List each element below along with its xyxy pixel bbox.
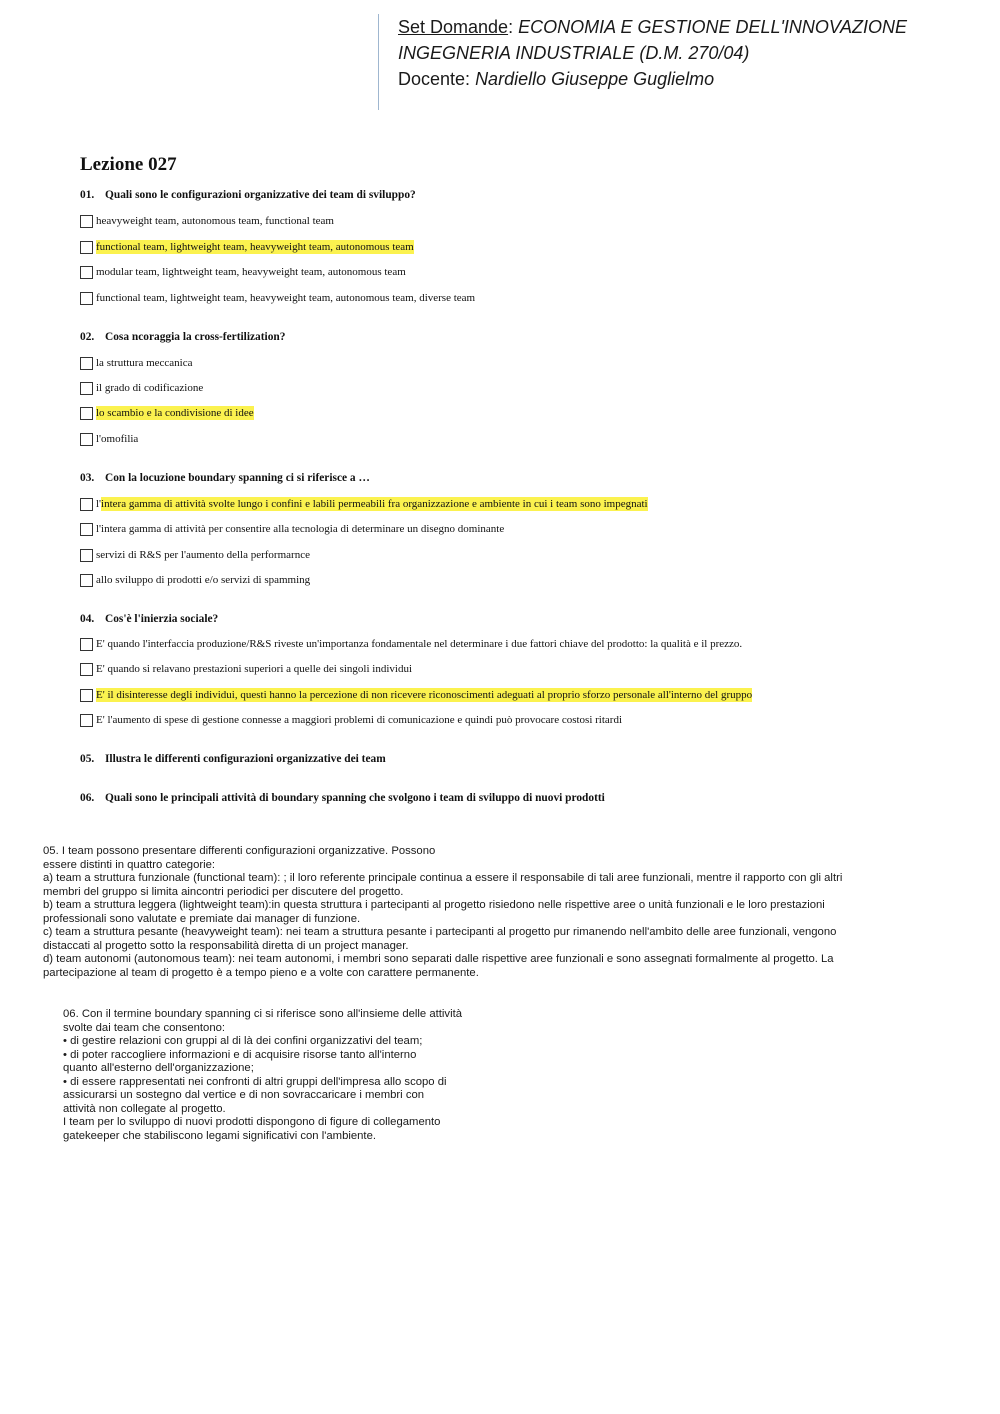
highlighted-answer: E' il disinteresse degli individui, questi hanno la percezione di non ricevere riconoscimenti adeguati al proprio sforzo personale all'interno del gruppo — [96, 689, 753, 701]
checkbox[interactable] — [80, 689, 93, 702]
highlighted-answer: lo scambio e la condivisione di idee — [96, 407, 254, 419]
question-03: 03. Con la locuzione boundary spanning ci si riferisce a … — [80, 472, 370, 484]
option-03-a[interactable]: l' intera gamma di attività svolte lungo i confini e labili permeabili fra organizzazione e ambiente in cui i team sono impegnati — [80, 496, 648, 512]
question-text: Con la locuzione boundary spanning ci si riferisce a … — [105, 472, 370, 484]
option-03-b[interactable]: l'intera gamma di attività per consentire alla tecnologia di determinare un disegno dominante — [80, 521, 504, 537]
question-04: 04. Cos'è l'inierzia sociale? — [80, 613, 219, 625]
header-line-3 — [398, 66, 998, 92]
checkbox[interactable] — [80, 215, 93, 228]
checkbox[interactable] — [80, 357, 93, 370]
checkbox[interactable] — [80, 523, 93, 536]
lesson-title: Lezione 027 — [80, 154, 177, 175]
question-06: 06. Quali sono le principali attività di boundary spanning che svolgono i team di sviluppo di nuovi prodotti — [80, 792, 605, 804]
checkbox[interactable] — [80, 407, 93, 420]
question-02: 02. Cosa ncoraggia la cross-fertilization? — [80, 331, 286, 343]
checkbox[interactable] — [80, 663, 93, 676]
option-01-d[interactable]: functional team, lightweight team, heavyweight team, autonomous team, diverse team — [80, 290, 475, 306]
option-04-b[interactable]: E' quando si relavano prestazioni superiori a quelle dei singoli individui — [80, 661, 412, 677]
checkbox[interactable] — [80, 433, 93, 446]
set-label: Set Domande — [398, 17, 509, 37]
answer-06: 06. Con il termine boundary spanning ci si riferisce sono all'insieme delle attività svolte dai team che consentono: • di gestire relazioni con gruppi al di là dei confini organizzativi del team; • di poter raccogliere informazioni e di acquisire risorse tanto all'interno quanto all'esterno dell'organizzazione; • di essere rappresentati nei confronti di altri gruppi dell'impresa allo scopo di assicurarsi un sostegno dal vertice e di non sovraccaricare i membri con attività non collegate al progetto. I team per lo sviluppo di nuovi prodotti dispongono di figure di collegamento gatekeeper che stabiliscono legami significativi con l'ambiente. — [63, 1008, 463, 1142]
course-line-1: ECONOMIA E GESTIONE DELL'INNOVAZIONE — [518, 17, 907, 37]
teacher-name: Nardiello Giuseppe Guglielmo — [475, 69, 715, 89]
course-line-2: INGEGNERIA INDUSTRIALE (D.M. 270/04) — [398, 43, 750, 63]
question-text: Cos'è l'inierzia sociale? — [105, 613, 219, 625]
option-01-b[interactable] — [80, 239, 414, 255]
highlighted-answer: functional team, lightweight team, heavyweight team, autonomous team — [96, 241, 414, 253]
checkbox[interactable] — [80, 382, 93, 395]
answer-05: 05. I team possono presentare differenti configurazioni organizzative. Possono essere distinti in quattro categorie: a) team a struttura funzionale (functional team): ; il loro referente principale continua a essere il responsabile di tali aree funzionali, mentre il rapporto con gli altri membri del gruppo si limita aincontri periodici per discutere del progetto. b) team a struttura leggera (lightweight team):in questa struttura i partecipanti al progetto risiedono nelle rispettive aree o unità funzionali e le loro prestazioni professionali sono valutate e premiate dai manager di funzione. c) team a struttura pesante (heavyweight team): nei team a struttura pesante i partecipanti al progetto pur rimanendo nell'ambito delle aree funzionali, vengono distaccati al progetto sotto la responsabilità diretta di un project manager. d) team autonomi (autonomous team): nei team autonomi, i membri sono separati dalle rispettive aree funzionali e sono assegnati formalmente al progetto. La partecipazione al team di progetto è a tempo pieno e a volte con carattere permanente. — [43, 845, 843, 979]
checkbox[interactable] — [80, 266, 93, 279]
checkbox[interactable] — [80, 574, 93, 587]
question-text: Quali sono le principali attività di boundary spanning che svolgono i team di sviluppo di nuovi prodotti — [105, 792, 605, 804]
checkbox[interactable] — [80, 241, 93, 254]
option-03-d[interactable]: allo sviluppo di prodotti e/o servizi di spamming — [80, 572, 310, 588]
option-03-c[interactable]: servizi di R&S per l'aumento della performarnce — [80, 547, 310, 563]
option-04-d[interactable]: E' l'aumento di spese di gestione connesse a maggiori problemi di comunicazione e quindi può provocare costosi ritardi — [80, 712, 622, 728]
option-02-b[interactable]: il grado di codificazione — [80, 380, 203, 396]
option-02-a[interactable]: la struttura meccanica — [80, 355, 193, 371]
highlighted-answer: intera gamma di attività svolte lungo i confini e labili permeabili fra organizzazione e ambiente in cui i team sono impegnati — [101, 498, 648, 510]
option-04-a[interactable]: E' quando l'interfaccia produzione/R&S riveste un'importanza fondamentale nel determinare i due fattori chiave del prodotto: la qualità e il prezzo. — [80, 636, 742, 652]
document-header — [378, 14, 998, 110]
header-line-2 — [398, 40, 998, 66]
checkbox[interactable] — [80, 498, 93, 511]
question-text: Quali sono le configurazioni organizzative dei team di sviluppo? — [105, 189, 416, 201]
checkbox[interactable] — [80, 549, 93, 562]
option-04-c[interactable] — [80, 687, 752, 703]
checkbox[interactable] — [80, 638, 93, 651]
header-line-1 — [398, 14, 998, 40]
set-colon: : — [508, 17, 514, 37]
checkbox[interactable] — [80, 714, 93, 727]
question-05: 05. Illustra le differenti configurazioni organizzative dei team — [80, 753, 386, 765]
teacher-label: Docente: — [398, 69, 471, 89]
option-01-a[interactable]: heavyweight team, autonomous team, functional team — [80, 213, 334, 229]
option-02-d[interactable]: l'omofilia — [80, 431, 138, 447]
question-text: Cosa ncoraggia la cross-fertilization? — [105, 331, 286, 343]
question-text: Illustra le differenti configurazioni organizzative dei team — [105, 753, 386, 765]
checkbox[interactable] — [80, 292, 93, 305]
question-01: 01. Quali sono le configurazioni organizzative dei team di sviluppo? — [80, 189, 416, 201]
option-02-c[interactable] — [80, 405, 254, 421]
option-01-c[interactable]: modular team, lightweight team, heavyweight team, autonomous team — [80, 264, 406, 280]
